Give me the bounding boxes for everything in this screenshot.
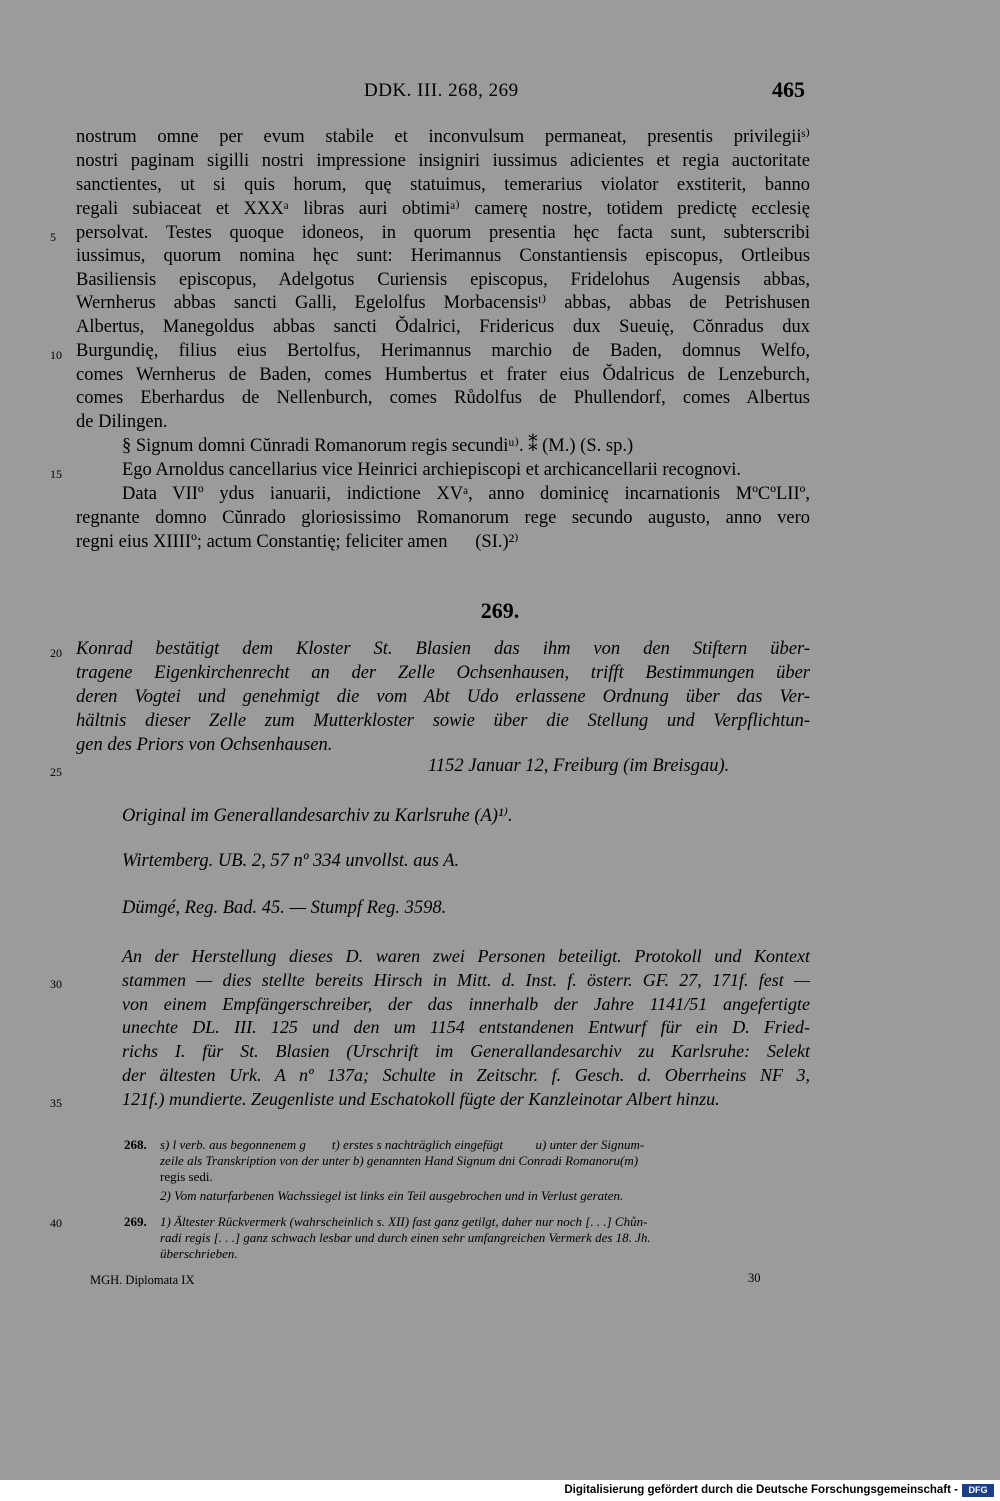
line-number: 35 (50, 1096, 62, 1110)
footnote-line: 1) Ältester Rückvermerk (wahrscheinlich s. XII) fast ganz getilgt, daher nur noch [. . .] Chůn- (160, 1214, 648, 1229)
footnote-line: regis sedi. (160, 1169, 213, 1184)
page-number: 465 (772, 77, 805, 102)
dating-line: Data VIIº ydus ianuarii, indictione XVᵃ, anno dominicę incarnationis MºCºLIIº, (122, 484, 810, 504)
digitization-credit: Digitalisierung gefördert durch die Deutsche Forschungsgemeinschaft - (564, 1484, 958, 1496)
text-line: comes Eberhardus de Nellenburch, comes Růdolfus de Phullendorf, comes Albertus (76, 388, 810, 408)
text-line: de Dilingen. (76, 412, 168, 432)
footnote-line: radi regis [. . .] ganz schwach lesbar und durch einen sehr umfangreichen Vermerk des 18. Jh. (160, 1230, 651, 1245)
text-line: persolvat. Testes quoque idoneos, in quorum presentia hęc facta sunt, subterscribi (76, 223, 810, 243)
line-number: 10 (50, 348, 62, 362)
commentary-line: der ältesten Urk. A nº 137a; Schulte in Zeitschr. f. Gesch. d. Oberrheins NF 3, (122, 1065, 810, 1085)
line-number: 5 (50, 230, 56, 244)
commentary-line: von einem Empfängerschreiber, der das innerhalb der Jahre 1141/51 angefertigte (122, 994, 810, 1014)
signum-line: § Signum domni Cŭnradi Romanorum regis secundiᵘ⁾. ⁑ (M.) (S. sp.) (122, 436, 634, 456)
source-entry: Original im Generallandesarchiv zu Karlsruhe (A)¹⁾. (122, 806, 513, 826)
footnote-label: 268. (124, 1137, 147, 1152)
regest-line: Konrad bestätigt dem Kloster St. Blasien das ihm von den Stiftern über- (76, 639, 810, 659)
footer-series: MGH. Diplomata IX (90, 1273, 195, 1287)
text-line: Burgundię, filius eius Bertolfus, Herimannus marchio de Baden, domnus Welfo, (76, 341, 810, 361)
regest-line: gen des Priors von Ochsenhausen. (76, 735, 333, 755)
text-line: Wernherus abbas sancti Galli, Egelolfus Morbacensisᵗ⁾ abbas, abbas de Petrishusen (76, 293, 810, 313)
line-number: 15 (50, 467, 62, 481)
line-number: 30 (50, 977, 62, 991)
running-title: DDK. III. 268, 269 (364, 80, 519, 101)
commentary-line: stammen — dies stellte bereits Hirsch in Mitt. d. Inst. f. österr. GF. 27, 171f. fest — (122, 970, 810, 990)
regest-line: hältnis dieser Zelle zum Mutterkloster sowie über die Stellung und Verpflichtun- (76, 711, 810, 731)
line-number: 25 (50, 765, 62, 779)
date-place: 1152 Januar 12, Freiburg (im Breisgau). (428, 756, 730, 776)
text-line: iussimus, quorum nomina hęc sunt: Herimannus Constantiensis episcopus, Ortleibus (76, 246, 810, 266)
footnote-line: s) l verb. aus begonnenem g t) erstes s nachträglich eingefügt u) unter der Signum- (160, 1137, 645, 1152)
regest-line: deren Vogtei und genehmigt die vom Abt Udo erlassene Ordnung über das Ver- (76, 687, 810, 707)
document-number: 269. (480, 598, 520, 623)
footnote-label: 269. (124, 1214, 147, 1229)
dfg-logo: DFG (962, 1484, 994, 1497)
line-number: 20 (50, 646, 62, 660)
footnote-line: 2) Vom naturfarbenen Wachssiegel ist links ein Teil ausgebrochen und in Verlust geraten. (160, 1188, 624, 1203)
line-number: 40 (50, 1216, 62, 1230)
recognition-line: Ego Arnoldus cancellarius vice Heinrici archiepiscopi et archicancellarii recognovi. (122, 460, 741, 480)
source-entry: Wirtemberg. UB. 2, 57 nº 334 unvollst. aus A. (122, 851, 460, 871)
text-line: sanctientes, ut si quis horum, quę statuimus, temerarius violator exstiterit, banno (76, 175, 810, 195)
text-line: Basiliensis episcopus, Adelgotus Curiensis episcopus, Fridelohus Augensis abbas, (76, 270, 810, 290)
text-line: nostrum omne per evum stabile et inconvulsum permaneat, presentis privilegiiˢ⁾ (76, 127, 810, 147)
source-entry: Dümgé, Reg. Bad. 45. — Stumpf Reg. 3598. (122, 898, 447, 918)
footnote-line: zeile als Transkription von der unter b) genannten Hand Signum dni Conradi Romanoru(m) (160, 1153, 639, 1168)
text-line: comes Wernherus de Baden, comes Humbertus et frater eius Ŏdalricus de Lenzeburch, (76, 365, 810, 385)
commentary-line: An der Herstellung dieses D. waren zwei Personen beteiligt. Protokoll und Kontext (122, 946, 810, 966)
commentary-line: richs I. für St. Blasien (Urschrift im Generallandesarchiv zu Karlsruhe: Selekt (122, 1041, 810, 1061)
text-line: Albertus, Manegoldus abbas sancti Ŏdalrici, Fridericus dux Sueuię, Cŏnradus dux (76, 317, 810, 337)
dating-line: regnante domno Cŭnrado gloriosissimo Romanorum rege secundo augusto, anno vero (76, 508, 810, 528)
footnote-line: überschrieben. (160, 1246, 238, 1261)
text-line: regali subiaceat et XXXᵃ libras auri obtimiᵃ⁾ camerę nostre, totidem predictę ecclesię (76, 199, 810, 219)
commentary-line: 121f.) mundierte. Zeugenliste und Eschatokoll fügte der Kanzleinotar Albert hinzu. (122, 1089, 720, 1109)
dating-line: regni eius XIIIIº; actum Constantię; feliciter amen (SI.)²⁾ (76, 532, 519, 552)
footer-signature: 30 (748, 1271, 761, 1285)
commentary-line: unechte DL. III. 125 und den um 1154 entstandenen Entwurf für ein D. Fried- (122, 1017, 810, 1037)
regest-line: tragene Eigenkirchenrecht an der Zelle Ochsenhausen, trifft Bestimmungen über (76, 663, 810, 683)
text-line: nostri paginam sigilli nostri impressione insigniri iussimus adicientes et regia auctoritate (76, 151, 810, 171)
